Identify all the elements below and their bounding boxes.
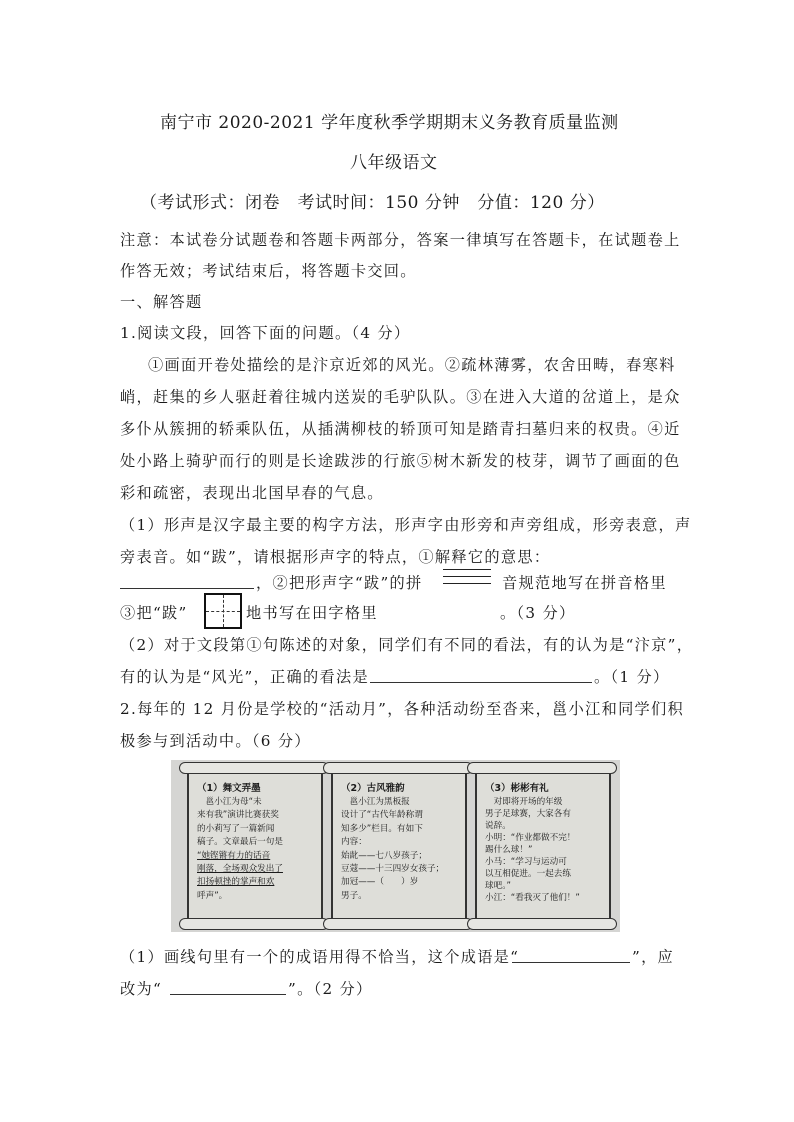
q2-stem-line-2: 极参与到活动中。（6 分） xyxy=(120,732,311,750)
q2-sub1-line-2a: 改为“ xyxy=(120,980,163,998)
correct-view-blank[interactable] xyxy=(370,668,592,683)
q1-passage-line: 峭，赶集的乡人驱赶着往城内送炭的毛驴队队。③在进入大道的岔道上，是众 xyxy=(120,388,681,406)
q1-sub1-line-4b: 地书写在田字格里 xyxy=(246,604,378,622)
q1-passage-line: 处小路上骑驴而行的则是长途跋涉的行旅⑤树木新发的枝芽，调节了画面的色 xyxy=(120,452,681,470)
tianzige-box[interactable] xyxy=(204,593,242,629)
q2-sub1-line-1a: （1）画线句里有一个的成语用得不恰当，这个成语是“ xyxy=(120,948,520,966)
notice-line-2: 作答无效；考试结束后，将答题卡交回。 xyxy=(120,262,417,280)
underlined-sentence: 扣扬顿挫的掌声和欢 xyxy=(197,877,275,888)
panel-title: （1）舞文弄墨 xyxy=(197,783,261,794)
q1-sub1-line-3b: 音规范地写在拼音格里 xyxy=(502,574,667,592)
activity-scrolls-photo xyxy=(171,760,620,932)
exam-title: 南宁市 2020-2021 学年度秋季学期期末义务教育质量监测 xyxy=(160,113,619,133)
panel-title: （3）彬彬有礼 xyxy=(485,783,549,794)
panel-title: （2）古风雅韵 xyxy=(341,783,405,794)
underlined-sentence: “她铿锵有力的话音 xyxy=(197,850,271,861)
q1-stem: 1.阅读文段，回答下面的问题。（4 分） xyxy=(120,324,411,342)
q1-passage-line: 多仆从簇拥的轿乘队伍，从插满柳枝的轿顶可知是踏青扫墓归来的权贵。④近 xyxy=(120,420,681,438)
panel-text: 对即将开场的年级 男子足球赛，大家各有 说辞。 小明：“作业都做不完！ 踢什么球！” 小马：“学习与运动可 以互相促进。一起去练 球吧。” 小江：“看我灭了他们！” xyxy=(485,797,580,903)
q1-sub2-line-2a: 有的认为是“风光”，正确的看法是 xyxy=(120,668,369,686)
q1-sub2-line-2b: 。（1 分） xyxy=(594,668,670,686)
pinyin-grid[interactable] xyxy=(443,569,491,590)
scroll-panel-2 xyxy=(331,774,467,918)
section-heading: 一、解答题 xyxy=(120,293,203,311)
q1-passage-line: ①画面开卷处描绘的是汴京近郊的风光。②疏林薄雾，农舍田畴，春寒料 xyxy=(148,356,676,374)
scroll-panel-1 xyxy=(187,774,323,918)
q1-sub1-line-4a: ③把“跋” xyxy=(120,604,188,622)
q1-sub1-line-1: （1）形声是汉字最主要的构字方法，形声字由形旁和声旁组成，形旁表意，声 xyxy=(120,516,692,534)
q2-sub1-line-2b: ”。（2 分） xyxy=(288,980,373,998)
q2-stem-line-1: 2.每年的 12 月份是学校的“活动月”，各种活动纷至沓来，邕小江和同学们积 xyxy=(120,700,685,718)
exam-info: （考试形式：闭卷 考试时间：150 分钟 分值：120 分） xyxy=(140,193,605,213)
panel-text: 邕小江为黑板报 设计了“古代年龄称谓 知多少”栏目。有如下 内容： 始龀——七八岁孩子； 豆蔻——十三四岁女孩子； 加冠——（ ）岁 男子。 xyxy=(341,797,445,901)
scroll-panel-3 xyxy=(475,774,611,918)
panel-text: 邕小江为母“未 来有我”演讲比赛获奖 的小莉写了一篇新闻 稿子。文章最后一句是 “她铿锵有力的话音 刚落，全场观众发出了 扣扬顿挫的掌声和欢 呼声”。 xyxy=(197,797,283,901)
replacement-idiom-blank[interactable] xyxy=(170,980,286,995)
meaning-answer-blank[interactable] xyxy=(120,574,254,589)
q2-sub1-line-1b: ”，应 xyxy=(632,948,675,966)
idiom-blank[interactable] xyxy=(512,948,630,963)
q1-passage-line: 彩和疏密，表现出北国早春的气息。 xyxy=(120,484,384,502)
subject-title: 八年级语文 xyxy=(350,153,438,173)
q1-sub1-line-2: 旁表音。如“跋”，请根据形声字的特点，①解释它的意思： xyxy=(120,548,551,566)
q1-sub2-line-1: （2）对于文段第①句陈述的对象，同学们有不同的看法，有的认为是“汴京”， xyxy=(120,636,694,654)
notice-line-1: 注意：本试卷分试题卷和答题卡两部分，答案一律填写在答题卡，在试题卷上 xyxy=(120,231,681,249)
underlined-sentence: 刚落，全场观众发出了 xyxy=(197,864,283,875)
q1-sub1-line-4c: 。（3 分） xyxy=(500,604,576,622)
q1-sub1-line-3a: ，②把形声字“跋”的拼 xyxy=(256,574,423,592)
